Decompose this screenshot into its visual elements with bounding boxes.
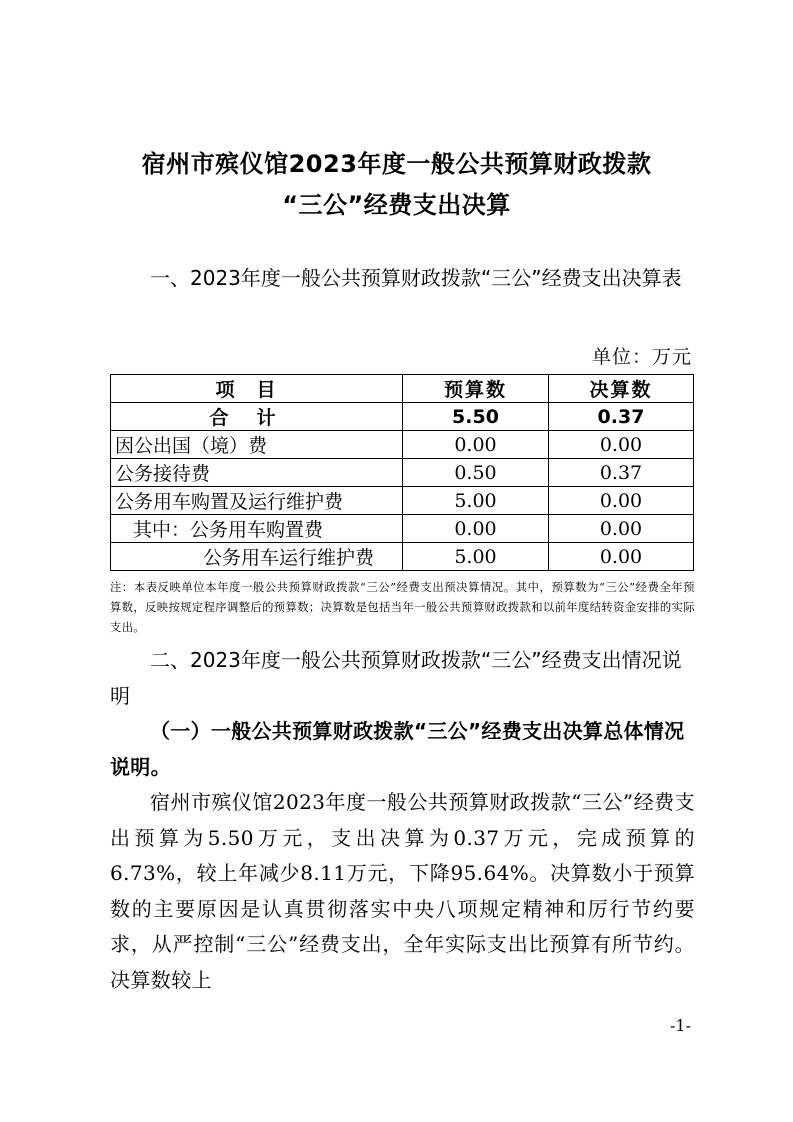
row-budget: 0.00 — [403, 431, 549, 459]
row-actual: 0.00 — [549, 543, 694, 571]
table-row — [111, 459, 694, 487]
header-item: 项目 — [111, 375, 403, 403]
document-title-line2: “三公”经费支出决算 — [282, 191, 511, 219]
section2-heading: 二、2023年度一般公共预算财政拨款“三公”经费支出情况说明 — [110, 648, 682, 708]
row-label: 因公出国（境）费 — [111, 431, 403, 459]
row-budget: 5.00 — [403, 543, 549, 571]
total-actual: 0.37 — [549, 403, 694, 431]
three-public-expense-table — [110, 374, 694, 571]
table-row — [111, 431, 694, 459]
table-note: 注：本表反映单位本年度一般公共预算财政拨款“三公”经费支出预决算情况。其中，预算数为“三公”经费全年预算数，反映按规定程序调整后的预算数；决算数是包括当年一般公共预算财政拨款和以前年度结转资金安排的实际支出。 — [110, 581, 695, 634]
page-number: -1- — [670, 1016, 691, 1035]
row-actual: 0.00 — [549, 487, 694, 515]
row-label: 公务用车购置及运行维护费 — [111, 487, 403, 515]
table-row — [111, 515, 694, 543]
row-label: 其中：公务用车购置费 — [111, 515, 403, 543]
header-budget: 预算数 — [403, 375, 549, 403]
row-budget: 0.00 — [403, 515, 549, 543]
row-actual: 0.00 — [549, 515, 694, 543]
row-actual: 0.00 — [549, 431, 694, 459]
total-label: 合计 — [111, 403, 403, 431]
document-title-line1: 宿州市殡仪馆2023年度一般公共预算财政拨款 — [141, 150, 652, 178]
row-label: 公务接待费 — [111, 459, 403, 487]
section2-paragraph: 宿州市殡仪馆2023年度一般公共预算财政拨款“三公”经费支出预算为5.50万元，支出决算为0.37万元，完成预算的6.73%，较上年减少8.11万元，下降95.64%。决算数小于预算数的主要原因是认真贯彻落实中央八项规定精神和厉行节约要求，从严控制“三公”经费支出，全年实际支出比预算有所节约。决算数较上 — [110, 790, 695, 992]
section2-subheading: （一）一般公共预算财政拨款“三公”经费支出决算总体情况说明。 — [110, 719, 685, 779]
section1-heading: 一、2023年度一般公共预算财政拨款“三公”经费支出决算表 — [150, 266, 682, 290]
table-header-row — [111, 375, 694, 403]
row-label: 公务用车运行维护费 — [111, 543, 403, 571]
row-actual: 0.37 — [549, 459, 694, 487]
table-row — [111, 543, 694, 571]
row-budget: 0.50 — [403, 459, 549, 487]
header-actual: 决算数 — [549, 375, 694, 403]
table-row — [111, 487, 694, 515]
unit-label: 单位：万元 — [591, 346, 692, 368]
total-budget: 5.50 — [403, 403, 549, 431]
table-total-row — [111, 403, 694, 431]
row-budget: 5.00 — [403, 487, 549, 515]
